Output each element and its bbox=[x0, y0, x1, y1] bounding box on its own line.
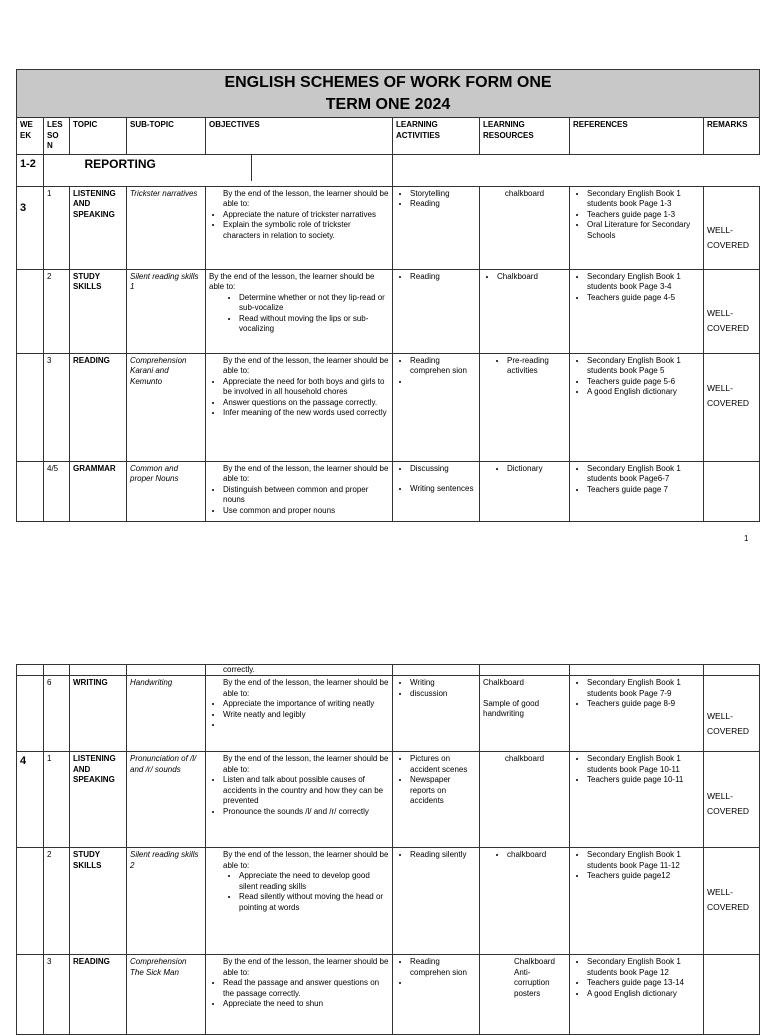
objectives-cell bbox=[206, 269, 393, 353]
activities-cell bbox=[393, 848, 480, 955]
subtopic-cell: Comprehension Karani and Kemunto bbox=[127, 353, 206, 461]
remarks-cell bbox=[704, 955, 760, 1035]
week-cell: 3 bbox=[17, 186, 44, 269]
reporting-label: REPORTING bbox=[70, 155, 252, 181]
remarks-cell: WELL-COVERED bbox=[704, 676, 760, 752]
objective-intro: By the end of the lesson, the learner should be able to: bbox=[209, 271, 375, 292]
objectives-cell bbox=[206, 353, 393, 461]
table-row bbox=[17, 186, 760, 269]
week-cell bbox=[17, 461, 44, 521]
activity-item: • Reading bbox=[410, 272, 476, 283]
objective-item: • Pronounce the sounds /l/ and /r/ correctly bbox=[223, 807, 389, 818]
activities-cell bbox=[393, 269, 480, 353]
header-topic: TOPIC bbox=[70, 118, 127, 155]
objective-item: • Determine whether or not they lip-read or sub-vocalize bbox=[239, 293, 389, 314]
subtopic-cell: Silent reading skills 1 bbox=[127, 269, 206, 353]
lesson-cell: 1 bbox=[44, 186, 70, 269]
reference-item: • Secondary English Book 1 students book Page 5 bbox=[587, 356, 700, 377]
continuation-text: correctly. bbox=[206, 665, 393, 676]
reporting-row bbox=[17, 154, 760, 186]
table-row bbox=[17, 269, 760, 353]
resources-cell: chalkboard bbox=[480, 186, 570, 269]
header-remarks: REMARKS bbox=[704, 118, 760, 155]
table-row bbox=[17, 353, 760, 461]
reference-item: • Secondary English Book 1 students book Page 10-11 bbox=[587, 754, 700, 775]
objective-item: • Appreciate the nature of trickster narratives bbox=[223, 210, 389, 221]
reference-item: • Teachers guide page 4-5 bbox=[587, 293, 700, 304]
remarks-cell bbox=[704, 461, 760, 521]
resources-cell bbox=[480, 848, 570, 955]
table-row bbox=[17, 461, 760, 521]
objective-item: • Read silently without moving the head or pointing at words bbox=[239, 892, 389, 913]
objective-item bbox=[223, 720, 389, 731]
activity-item: • Pictures on accident scenes bbox=[410, 754, 476, 775]
week-cell bbox=[17, 676, 44, 752]
reference-item: • Teachers guide page 7 bbox=[587, 485, 700, 496]
activities-cell bbox=[393, 461, 480, 521]
objective-intro: By the end of the lesson, the learner should be able to: bbox=[223, 463, 389, 484]
week-cell bbox=[17, 269, 44, 353]
references-cell bbox=[570, 676, 704, 752]
week-cell: 4 bbox=[17, 752, 44, 848]
resource-text: Chalkboard bbox=[483, 678, 524, 687]
subtopic-cell: Comprehension The Sick Man bbox=[127, 955, 206, 1035]
lesson-cell: 3 bbox=[44, 353, 70, 461]
objectives-cell bbox=[206, 752, 393, 848]
reference-item: • Secondary English Book 1 students book Page 1-3 bbox=[587, 189, 700, 210]
references-cell bbox=[570, 353, 704, 461]
activities-cell bbox=[393, 752, 480, 848]
week-cell bbox=[17, 353, 44, 461]
references-cell bbox=[570, 461, 704, 521]
week-cell bbox=[17, 955, 44, 1035]
activity-item: • Storytelling bbox=[410, 189, 476, 200]
reference-item: • Secondary English Book 1 students book Page6-7 bbox=[587, 464, 700, 485]
objective-item: • Answer questions on the passage correctly. bbox=[223, 398, 389, 409]
topic-cell: STUDY SKILLS bbox=[70, 848, 127, 955]
objective-item: • Read the passage and answer questions on the passage correctly. bbox=[223, 978, 389, 999]
reference-item: • Teachers guide page12 bbox=[587, 871, 700, 882]
topic-cell: READING bbox=[70, 955, 127, 1035]
lesson-cell: 4/5 bbox=[44, 461, 70, 521]
subtopic-cell: Silent reading skills 2 bbox=[127, 848, 206, 955]
resource-item: • chalkboard bbox=[507, 850, 566, 861]
references-cell bbox=[570, 186, 704, 269]
activity-item: • Writing sentences bbox=[410, 484, 476, 495]
objective-intro: By the end of the lesson, the learner should be able to: bbox=[223, 754, 389, 774]
reference-item: • Secondary English Book 1 students book Page 3-4 bbox=[587, 272, 700, 293]
header-resources: LEARNING RESOURCES bbox=[480, 118, 570, 155]
lesson-cell: 6 bbox=[44, 676, 70, 752]
table-row bbox=[17, 676, 760, 752]
references-cell bbox=[570, 955, 704, 1035]
activity-item: • Discussing bbox=[410, 464, 476, 475]
activity-item: • Reading comprehen sion bbox=[410, 957, 476, 978]
resources-cell bbox=[480, 676, 570, 752]
remarks-cell: WELL-COVERED bbox=[704, 186, 760, 269]
page-number: 1 bbox=[744, 534, 749, 543]
subtopic-cell: Handwriting bbox=[127, 676, 206, 752]
resources-cell bbox=[480, 269, 570, 353]
activity-item: • Newspaper reports on accidents bbox=[410, 775, 476, 807]
remarks-cell: WELL-COVERED bbox=[704, 848, 760, 955]
references-cell bbox=[570, 848, 704, 955]
subtopic-cell: Pronunciation of /l/ and /r/ sounds bbox=[127, 752, 206, 848]
reference-item: • Oral Literature for Secondary Schools bbox=[587, 220, 700, 241]
reference-item: • Teachers guide page 1-3 bbox=[587, 210, 700, 221]
objective-intro: By the end of the lesson, the learner should be able to: bbox=[223, 850, 389, 870]
remarks-cell: WELL-COVERED bbox=[704, 269, 760, 353]
topic-cell: LISTENING AND SPEAKING bbox=[70, 752, 127, 848]
objective-item: • Infer meaning of the new words used correctly bbox=[223, 408, 389, 419]
continuation-row bbox=[17, 665, 760, 676]
activity-item: • Writing bbox=[410, 678, 476, 689]
objective-intro: By the end of the lesson, the learner should be able to: bbox=[223, 188, 389, 209]
resource-item: • Chalkboard bbox=[497, 272, 566, 283]
objective-item: • Write neatly and legibly bbox=[223, 710, 389, 721]
resources-cell: chalkboard bbox=[480, 752, 570, 848]
title-line-1: ENGLISH SCHEMES OF WORK FORM ONE bbox=[224, 74, 552, 91]
objective-item: • Distinguish between common and proper nouns bbox=[223, 485, 389, 506]
document-title bbox=[17, 70, 760, 118]
topic-cell: STUDY SKILLS bbox=[70, 269, 127, 353]
resource-item: • Dictionary bbox=[507, 464, 566, 475]
topic-cell: READING bbox=[70, 353, 127, 461]
reference-item: • Teachers guide page 13-14 bbox=[587, 978, 700, 989]
activities-cell bbox=[393, 955, 480, 1035]
objectives-cell bbox=[206, 955, 393, 1035]
objectives-cell bbox=[206, 186, 393, 269]
resources-cell bbox=[480, 353, 570, 461]
lesson-cell: 3 bbox=[44, 955, 70, 1035]
objective-intro: By the end of the lesson, the learner should be able to: bbox=[223, 678, 389, 698]
reporting-week: 1-2 bbox=[17, 154, 44, 186]
activity-item: • Reading silently bbox=[410, 850, 476, 861]
resource-item: • Pre-reading activities bbox=[507, 356, 566, 377]
activities-cell bbox=[393, 186, 480, 269]
reference-item: • Secondary English Book 1 students book Page 11-12 bbox=[587, 850, 700, 871]
title-line-2: TERM ONE 2024 bbox=[325, 96, 451, 113]
topic-cell: LISTENING AND SPEAKING bbox=[70, 186, 127, 269]
activities-cell bbox=[393, 353, 480, 461]
scheme-table-page1 bbox=[16, 69, 760, 522]
reference-item: • A good English dictionary bbox=[587, 989, 700, 1000]
references-cell bbox=[570, 269, 704, 353]
objective-item: • Appreciate the importance of writing neatly bbox=[223, 699, 389, 710]
objective-item: • Appreciate the need for both boys and girls to be involved in all household chores bbox=[223, 377, 389, 398]
header-objectives: OBJECTIVES bbox=[206, 118, 393, 155]
objective-intro: By the end of the lesson, the learner should be able to: bbox=[223, 957, 389, 977]
header-activities: LEARNING ACTIVITIES bbox=[393, 118, 480, 155]
header-week: WE EK bbox=[17, 118, 44, 155]
references-cell bbox=[570, 752, 704, 848]
objectives-cell bbox=[206, 461, 393, 521]
table-row bbox=[17, 752, 760, 848]
activity-item bbox=[410, 978, 476, 989]
header-references: REFERENCES bbox=[570, 118, 704, 155]
activity-item: • Reading comprehen sion bbox=[410, 356, 476, 377]
objectives-cell bbox=[206, 676, 393, 752]
lesson-cell: 2 bbox=[44, 848, 70, 955]
subtopic-cell: Common and proper Nouns bbox=[127, 461, 206, 521]
objective-item: • Appreciate the need to develop good silent reading skills bbox=[239, 871, 389, 892]
lesson-cell: 1 bbox=[44, 752, 70, 848]
topic-cell: WRITING bbox=[70, 676, 127, 752]
reference-item: • Teachers guide page 5-6 bbox=[587, 377, 700, 388]
table-row bbox=[17, 848, 760, 955]
reference-item: • A good English dictionary bbox=[587, 387, 700, 398]
lesson-cell: 2 bbox=[44, 269, 70, 353]
objective-item: • Listen and talk about possible causes of accidents in the country and how they can be prevented bbox=[223, 775, 389, 807]
resources-cell: Chalkboard Anti-corruption posters bbox=[480, 955, 570, 1035]
resources-cell bbox=[480, 461, 570, 521]
activity-item: • discussion bbox=[410, 689, 476, 700]
reference-item: • Secondary English Book 1 students book Page 12 bbox=[587, 957, 700, 978]
objectives-cell bbox=[206, 848, 393, 955]
reference-item: • Teachers guide page 10-11 bbox=[587, 775, 700, 786]
objective-item: • Use common and proper nouns bbox=[223, 506, 389, 517]
topic-cell: GRAMMAR bbox=[70, 461, 127, 521]
activity-item bbox=[410, 377, 476, 388]
objective-item: • Appreciate the need to shun bbox=[223, 999, 389, 1010]
header-subtopic: SUB-TOPIC bbox=[127, 118, 206, 155]
remarks-cell: WELL-COVERED bbox=[704, 752, 760, 848]
objective-item: • Explain the symbolic role of trickster characters in relation to society. bbox=[223, 220, 389, 241]
table-row bbox=[17, 955, 760, 1035]
reference-item: • Secondary English Book 1 students book Page 7-9 bbox=[587, 678, 700, 699]
scheme-table-page2 bbox=[16, 664, 760, 1035]
activities-cell bbox=[393, 676, 480, 752]
objective-intro: By the end of the lesson, the learner should be able to: bbox=[223, 355, 389, 376]
resource-text: Sample of good handwriting bbox=[483, 698, 540, 719]
objective-item: • Read without moving the lips or sub-vocalizing bbox=[239, 314, 389, 335]
reference-item: • Teachers guide page 8-9 bbox=[587, 699, 700, 710]
subtopic-cell: Trickster narratives bbox=[127, 186, 206, 269]
header-lesson: LES SO N bbox=[44, 118, 70, 155]
remarks-cell: WELL-COVERED bbox=[704, 353, 760, 461]
week-cell bbox=[17, 848, 44, 955]
activity-item: • Reading bbox=[410, 199, 476, 210]
